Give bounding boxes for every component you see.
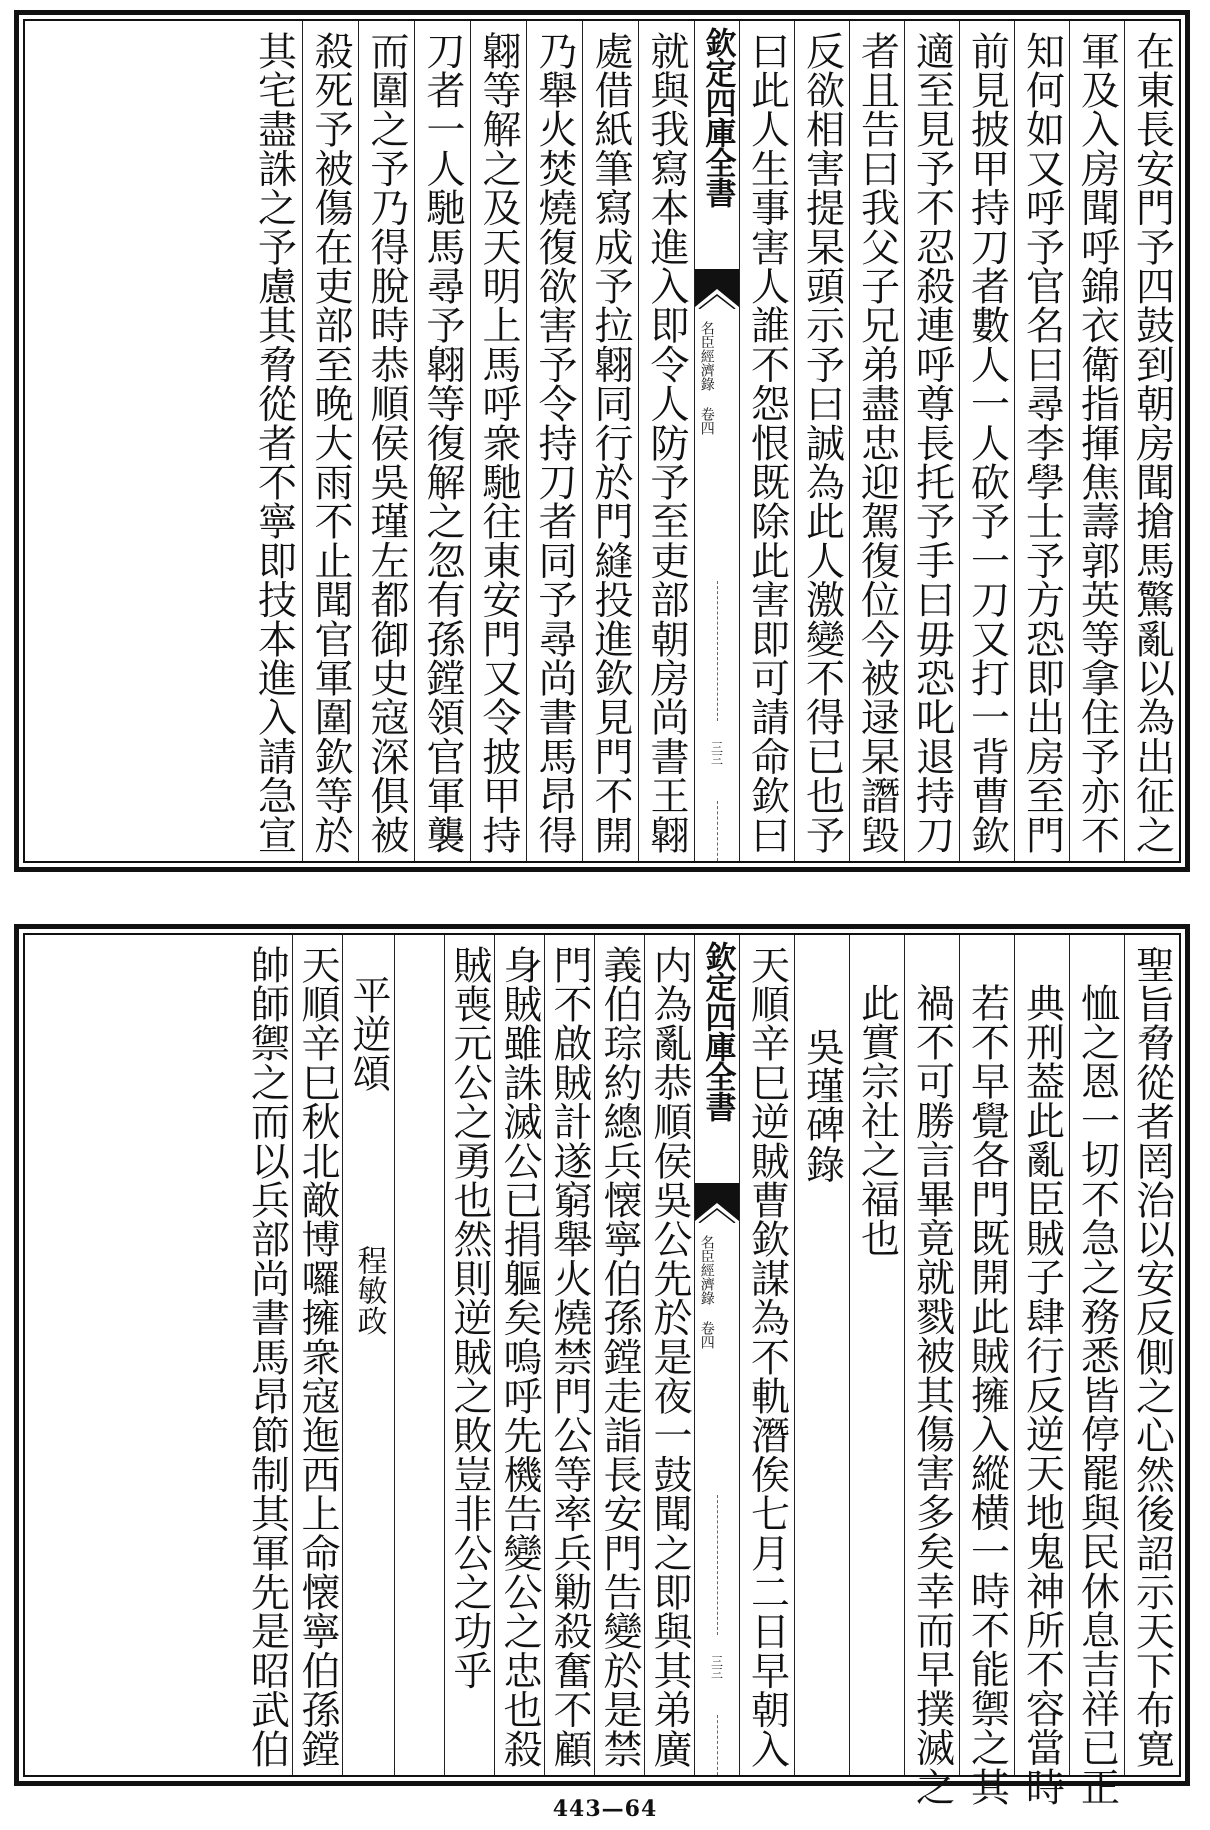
text-column	[794, 21, 849, 861]
text-column	[644, 935, 694, 1775]
gutter-divider	[717, 1495, 718, 1635]
text-column	[904, 21, 959, 861]
juan-number: 卷四	[698, 1321, 715, 1349]
book-title: 欽定四庫全書	[699, 27, 736, 207]
column-text: 禍不可勝言畢竟就戮被其傷害多矣幸而早撲滅之	[909, 983, 955, 1807]
section-title-column	[794, 935, 849, 1775]
gutter-divider	[717, 801, 718, 861]
text-column	[959, 935, 1014, 1807]
bottom-page-frame	[14, 924, 1190, 1807]
gutter-divider	[717, 1715, 718, 1775]
top-page-inner-border	[23, 19, 1181, 863]
text-column	[246, 21, 302, 861]
book-title: 欽定四庫全書	[699, 941, 736, 1121]
text-column	[582, 21, 638, 861]
text-column	[1014, 21, 1069, 861]
juan-number: 卷四	[698, 407, 715, 435]
text-column	[1069, 935, 1124, 1807]
section-title-column	[342, 935, 394, 1775]
column-text: 而圍之予乃得脫時恭順侯吳瑾左都御史寇深俱被	[364, 31, 409, 855]
column-text: 恤之恩一切不急之務悉皆停罷與民休息吉祥已正	[1074, 983, 1120, 1807]
text-column	[358, 21, 414, 861]
column-text: 軍及入房聞呼錦衣衛指揮焦壽郭英等拿住予亦不	[1074, 31, 1120, 855]
column-text: 其宅盡誅之予慮其脅從者不寧即技本進入請急宣	[251, 31, 297, 855]
text-column	[849, 21, 904, 861]
column-text: 身賊雖誅滅公已捐軀矣嗚呼先機告變公之忠也殺	[497, 945, 542, 1769]
gutter-divider	[717, 581, 718, 721]
page-number: 三三	[709, 1655, 724, 1679]
column-text: 此實宗社之福也	[854, 983, 900, 1258]
column-text: 聖旨脅從者罔治以安反側之心然後詔示天下布寛	[1129, 945, 1175, 1769]
fishtail-ornament	[695, 269, 739, 309]
text-column	[959, 21, 1014, 861]
column-text: 刀者一人馳馬尋予翺等復解之忽有孫鏜領官軍襲	[420, 31, 465, 855]
column-text: 天順辛巳逆賊曹欽謀為不軌潛俟七月二日早朝入	[744, 945, 790, 1769]
text-column	[526, 21, 582, 861]
column-text: 翺等解之及天明上馬呼衆馳往東安門又令披甲持	[476, 31, 521, 855]
text-column	[292, 935, 342, 1775]
work-title: 名臣經濟錄	[698, 1235, 715, 1305]
text-column	[444, 935, 494, 1775]
column-text: 者且告曰我父子兄弟盡忠迎駕復位今被逯杲譖毀	[854, 31, 900, 855]
column-text: 曰此人生事害人誰不怨恨既除此害即可請命欽曰	[744, 31, 790, 855]
gutter-work-block	[699, 321, 714, 435]
text-column	[494, 935, 544, 1775]
column-text: 就與我寫本進入即令人防予至吏部朝房尚書王翺	[644, 31, 689, 855]
column-text: 處借紙筆寫成予拉翺同行於門縫投進欽見門不開	[588, 31, 633, 855]
column-text: 知何如又呼予官名曰尋李學士予方恐即出房至門	[1019, 31, 1065, 855]
text-column	[242, 935, 292, 1775]
text-column	[739, 21, 794, 861]
top-page-columns	[25, 21, 1179, 861]
section-title: 吳瑾碑錄	[799, 1027, 845, 1184]
text-column	[1124, 21, 1179, 861]
text-column	[302, 21, 358, 861]
column-text: 殺死予被傷在吏部至晚大雨不止聞官軍圍欽等於	[308, 31, 353, 855]
text-column	[904, 935, 959, 1807]
column-text: 門不啟賊計遂窮舉火燒禁門公等率兵勦殺奮不顧	[547, 945, 592, 1769]
column-text: 前見披甲持刀者數人一人砍予一刀又打一背曹欽	[964, 31, 1010, 855]
column-text: 乃舉火焚燒復欲害予令持刀者同予尋尚書馬昂得	[532, 31, 577, 855]
text-column	[414, 21, 470, 861]
bottom-page-columns	[25, 935, 1179, 1807]
column-text: 賊喪元公之勇也然則逆賊之敗豈非公之功乎	[447, 945, 492, 1690]
gutter-work-block	[699, 1235, 714, 1349]
column-text: 在東長安門予四鼓到朝房聞搶馬驚亂以為出征之	[1129, 31, 1175, 855]
bottom-page-inner-border	[23, 933, 1181, 1807]
text-column	[544, 935, 594, 1775]
blank-column	[394, 935, 444, 1775]
column-text: 義伯琮約總兵懐寧伯孫鏜走詣長安門告變於是禁	[597, 945, 642, 1769]
page-number: 三三	[709, 741, 724, 765]
text-column	[1069, 21, 1124, 861]
author-name: 程敏政	[351, 1245, 387, 1336]
column-text: 内為亂恭順侯吳公先於是夜一鼓聞之即與其弟廣	[647, 945, 692, 1769]
column-text: 反欲相害提杲頭示予曰誠為此人激變不得已也予	[799, 31, 845, 855]
text-column	[739, 935, 794, 1775]
column-text: 典刑葢此亂臣賊子肆行反逆天地鬼神所不容當時	[1019, 983, 1065, 1807]
top-page-frame	[14, 10, 1190, 872]
center-gutter	[694, 935, 739, 1775]
column-text: 帥師禦之而以兵部尚書馬昂節制其軍先是昭武伯	[244, 945, 290, 1769]
text-column	[1124, 935, 1179, 1775]
text-column	[470, 21, 526, 861]
column-text: 天順辛巳秋北敵博囉擁衆寇迤西上命懐寧伯孫鏜	[295, 945, 340, 1769]
text-column	[849, 935, 904, 1775]
column-text: 若不早覺各門既開此賊擁入縱横一時不能禦之其	[964, 983, 1010, 1807]
text-column	[594, 935, 644, 1775]
footer-page-number: 443—64	[552, 1796, 658, 1822]
center-gutter	[694, 21, 739, 861]
work-title: 名臣經濟錄	[698, 321, 715, 391]
column-text: 適至見予不忍殺連呼尊長托予手曰毋恐叱退持刀	[909, 31, 955, 855]
text-column	[1014, 935, 1069, 1807]
section-title: 平逆頌	[346, 975, 391, 1093]
fishtail-ornament	[695, 1183, 739, 1223]
text-column	[638, 21, 694, 861]
